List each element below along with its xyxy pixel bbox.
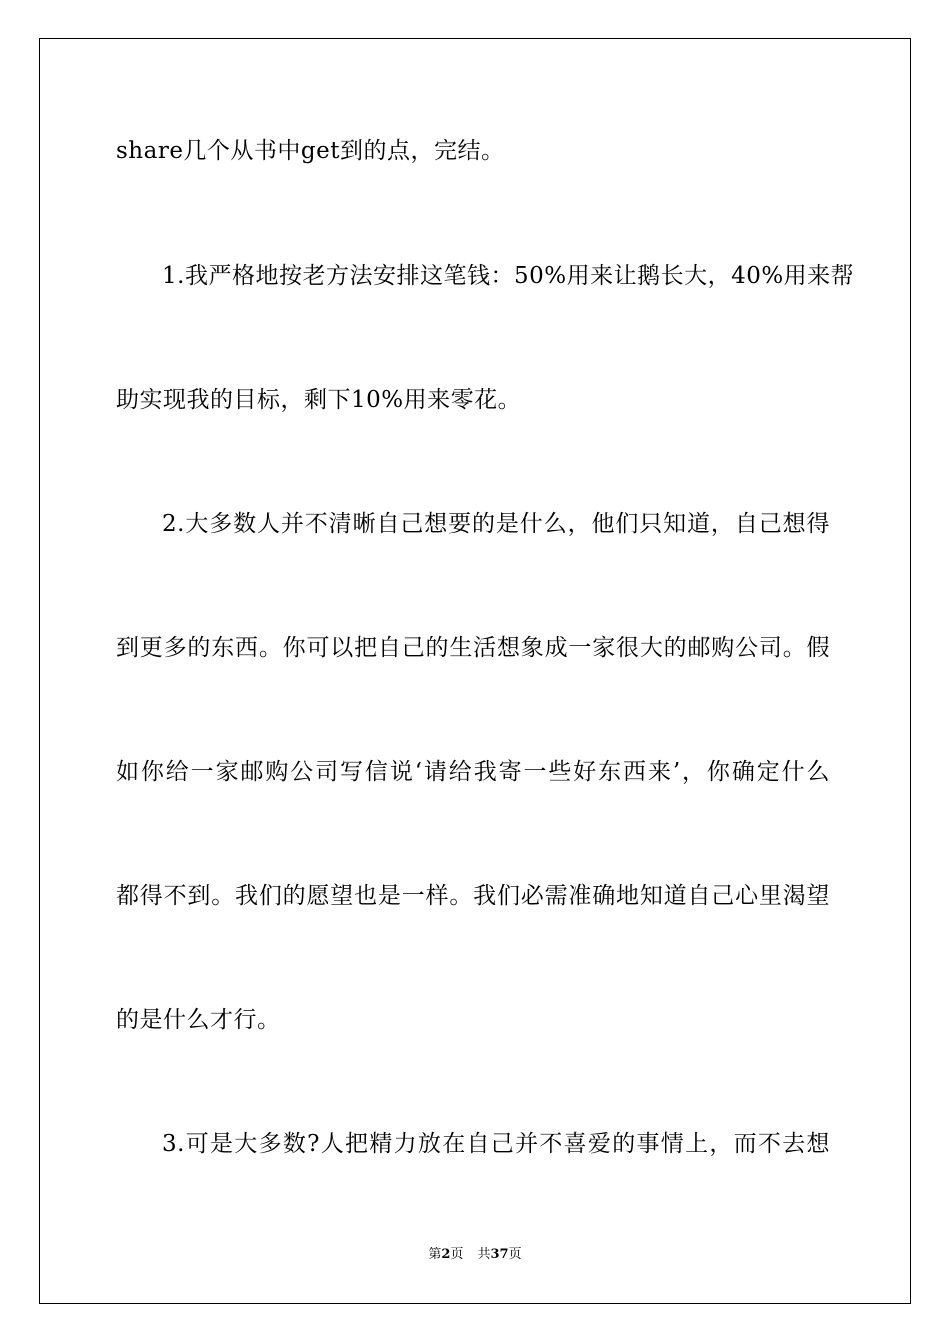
page-border <box>39 38 911 1304</box>
footer-page-prefix: 第 <box>428 1247 442 1262</box>
body-line-7: 都得不到。我们的愿望也是一样。我们必需准确地知道自己心里渴望 <box>116 883 830 909</box>
footer-total-pages: 37 <box>490 1247 509 1262</box>
body-line-1: share几个从书中get到的点，完结。 <box>116 138 505 164</box>
footer-total-suffix: 页 <box>508 1247 522 1262</box>
footer-total-prefix: 共 <box>477 1247 491 1262</box>
body-line-3: 助实现我的目标，剩下10%用来零花。 <box>116 387 522 413</box>
body-line-2: 1.我严格地按老方法安排这笔钱：50%用来让鹅长大，40%用来帮 <box>162 263 855 289</box>
body-line-4: 2.大多数人并不清晰自己想要的是什么，他们只知道，自己想得 <box>162 511 830 537</box>
body-line-6: 如你给一家邮购公司写信说‘请给我寄一些好东西来’，你确定什么 <box>116 759 830 785</box>
footer-page-suffix: 页 <box>450 1247 464 1262</box>
body-line-5: 到更多的东西。你可以把自己的生活想象成一家很大的邮购公司。假 <box>116 635 830 661</box>
body-line-8: 的是什么才行。 <box>116 1007 281 1033</box>
footer-page-number: 2 <box>441 1247 451 1262</box>
page-footer <box>0 1246 950 1264</box>
body-line-9: 3.可是大多数?人把精力放在自己并不喜爱的事情上，而不去想 <box>162 1131 830 1157</box>
